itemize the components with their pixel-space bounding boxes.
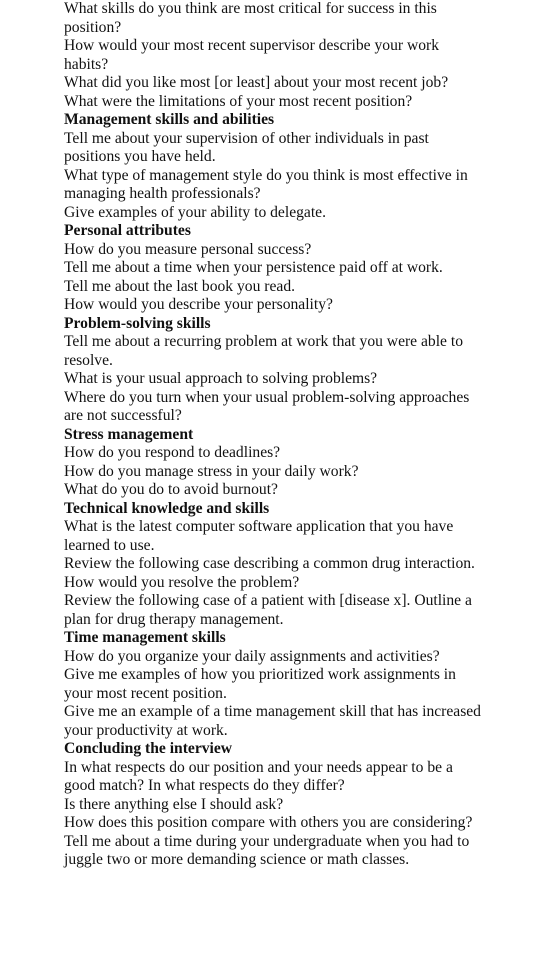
question-item: Give me examples of how you prioritized work assignments in your most recent position. <box>64 666 456 702</box>
question-item: What did you like most [or least] about your most recent job? <box>64 74 449 91</box>
question-item: Is there anything else I should ask? <box>64 795 284 813</box>
question-item: How do you organize your daily assignments and activities? <box>64 647 440 665</box>
question-item: Tell me about the last book you read. <box>64 277 296 295</box>
question-item: Tell me about a time when your persistence paid off at work. <box>64 259 443 276</box>
question-item: Give examples of your ability to delegate. <box>64 203 326 221</box>
section-heading: Personal attributes <box>64 222 191 239</box>
question-item: In what respects do our position and your needs appear to be a good match? In what respects do they differ? <box>64 758 453 794</box>
section-heading: Stress management <box>64 425 194 443</box>
section-heading: Problem-solving skills <box>64 314 211 332</box>
question-item: How would you describe your personality? <box>64 296 333 313</box>
question-item: Review the following case of a patient with [disease x]. Outline a plan for drug therapy management. <box>64 592 472 628</box>
question-item: Where do you turn when your usual problem-solving approaches are not successful? <box>64 388 470 424</box>
question-item: Review the following case describing a common drug interaction. How would you resolve the problem? <box>64 555 475 591</box>
question-item: What type of management style do you think is most effective in managing health professionals? <box>64 166 468 202</box>
question-list <box>64 648 484 741</box>
question-item: How do you respond to deadlines? <box>64 444 281 461</box>
question-item: Tell me about your supervision of other individuals in past positions you have held. <box>64 129 429 165</box>
question-list <box>64 518 484 629</box>
question-item: Give me an example of a time management skill that has increased your productivity at work. <box>64 703 481 739</box>
section-heading: Concluding the interview <box>64 740 233 757</box>
question-item: What do you do to avoid burnout? <box>64 481 278 498</box>
document-body <box>64 0 484 870</box>
question-item: Tell me about a recurring problem at work that you were able to resolve. <box>64 333 464 369</box>
question-item: How do you manage stress in your daily work? <box>64 462 359 480</box>
question-item: How does this position compare with others you are considering? <box>64 814 473 831</box>
question-item: What is your usual approach to solving problems? <box>64 370 378 387</box>
section-heading: Management skills and abilities <box>64 111 275 128</box>
question-list <box>64 241 484 315</box>
question-list <box>64 130 484 223</box>
section-heading: Technical knowledge and skills <box>64 499 270 517</box>
question-list <box>64 0 484 111</box>
question-item: What skills do you think are most critical for success in this position? <box>64 0 437 36</box>
question-list <box>64 333 484 426</box>
question-item: What were the limitations of your most recent position? <box>64 92 413 110</box>
question-item: Tell me about a time during your undergraduate when you had to juggle two or more demanding science or math classes. <box>64 832 470 868</box>
question-item: How do you measure personal success? <box>64 240 312 258</box>
question-list <box>64 759 484 870</box>
section-heading: Time management skills <box>64 629 226 646</box>
question-list <box>64 444 484 500</box>
question-item: What is the latest computer software application that you have learned to use. <box>64 518 454 554</box>
question-item: How would your most recent supervisor describe your work habits? <box>64 37 440 73</box>
